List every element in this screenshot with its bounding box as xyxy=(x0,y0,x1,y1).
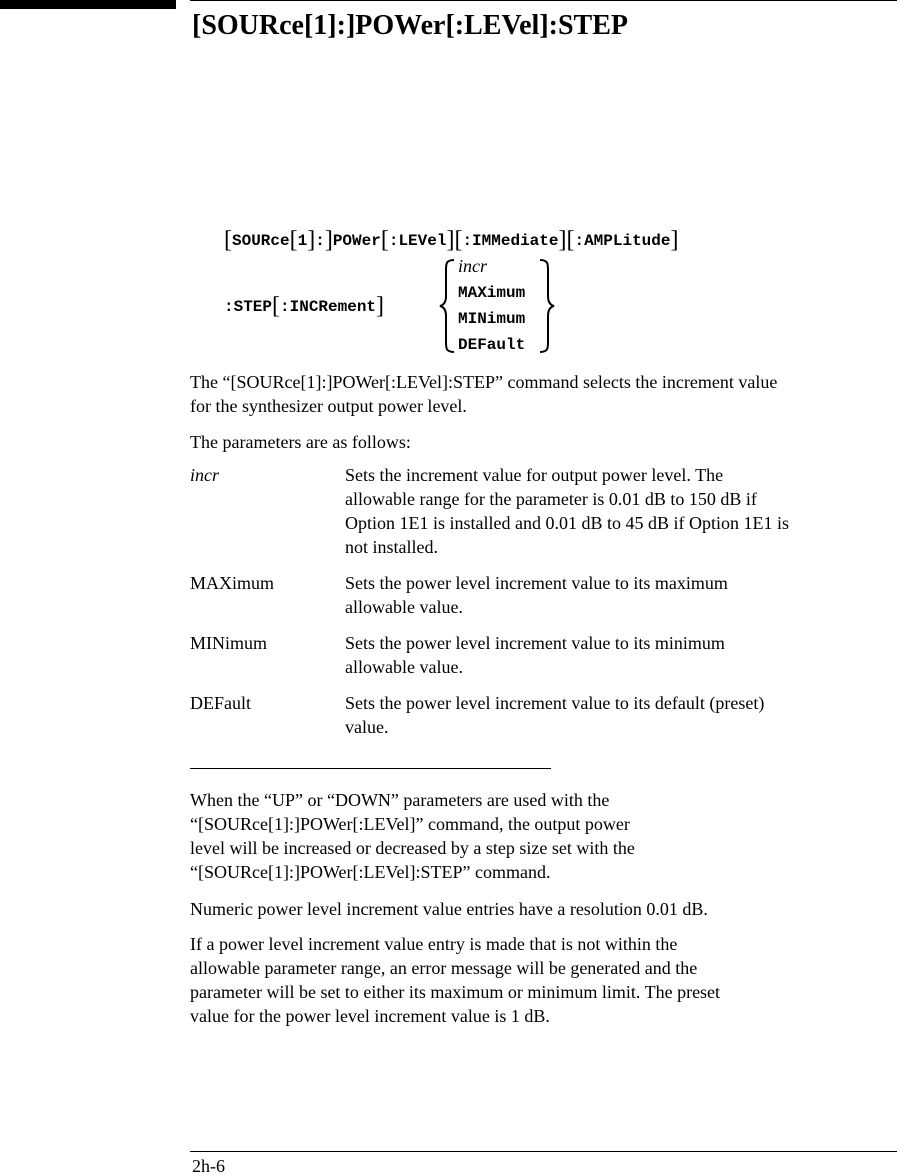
param-def-line: Option 1E1 is installed and 0.01 dB to 45 dB if Option 1E1 is xyxy=(345,513,789,533)
syntax-bracket: ] xyxy=(670,227,679,253)
syntax-option-default: DEFault xyxy=(458,336,526,354)
syntax-keyword: :INCRement xyxy=(280,298,377,316)
param-def-line: not installed. xyxy=(345,537,438,557)
syntax-bracket: ] xyxy=(376,293,385,319)
param-def-line: allowable value. xyxy=(345,597,463,617)
syntax-keyword: :AMPLitude xyxy=(574,232,671,250)
syntax-option-minimum: MINimum xyxy=(458,310,526,328)
param-def-minimum xyxy=(345,631,725,679)
syntax-option-maximum: MAXimum xyxy=(458,284,526,302)
note-line: “[SOURce[1]:]POWer[:LEVel]” command, the output power xyxy=(190,814,630,834)
notes-separator xyxy=(190,768,551,769)
page-title: [SOURce[1]:]POWer[:LEVel]:STEP xyxy=(192,10,628,41)
page-number: 2h-6 xyxy=(192,1156,225,1176)
left-brace-icon xyxy=(438,258,458,354)
note-line: When the “UP” or “DOWN” parameters are used with the xyxy=(190,790,610,810)
footer-rule xyxy=(190,1151,897,1152)
param-def-line: value. xyxy=(345,717,389,737)
syntax-bracket: ] xyxy=(558,227,567,253)
corner-tab-bar xyxy=(0,0,176,9)
syntax-bracket: ] xyxy=(446,227,455,253)
syntax-bracket: [ xyxy=(380,227,389,253)
syntax-line-1 xyxy=(224,228,678,251)
param-term-incr: incr xyxy=(190,465,219,485)
description-line: The “[SOURce[1]:]POWer[:LEVel]:STEP” command selects the increment value xyxy=(190,372,778,392)
header-rule xyxy=(190,0,897,1)
param-def-line: Sets the increment value for output power level. The xyxy=(345,465,724,485)
syntax-bracket: [ xyxy=(289,227,298,253)
param-def-line: allowable range for the parameter is 0.01 dB to 150 dB if xyxy=(345,489,757,509)
command-description xyxy=(190,370,777,418)
syntax-bracket: [ xyxy=(272,293,281,319)
note-resolution xyxy=(190,897,708,921)
syntax-keyword: 1 xyxy=(297,232,308,250)
syntax-option-incr: incr xyxy=(458,256,487,276)
param-term-maximum: MAXimum xyxy=(190,573,275,593)
parameters-intro: The parameters are as follows: xyxy=(190,432,411,452)
note-range-error xyxy=(190,932,720,1028)
syntax-keyword: :STEP xyxy=(224,298,273,316)
syntax-keyword: :LEVel xyxy=(388,232,447,250)
param-term-default: DEFault xyxy=(190,693,251,713)
param-def-line: Sets the power level increment value to its minimum xyxy=(345,633,725,653)
param-def-line: Sets the power level increment value to its maximum xyxy=(345,573,728,593)
note-line: parameter will be set to either its maximum or minimum limit. The preset xyxy=(190,982,721,1002)
syntax-bracket: [ xyxy=(454,227,463,253)
syntax-bracket: [ xyxy=(566,227,575,253)
syntax-bracket: ] xyxy=(324,227,333,253)
note-up-down xyxy=(190,788,635,884)
syntax-line-2 xyxy=(224,294,384,317)
note-line: allowable parameter range, an error message will be generated and the xyxy=(190,958,698,978)
syntax-bracket: ] xyxy=(307,227,316,253)
param-def-default xyxy=(345,691,764,739)
syntax-bracket: [ xyxy=(224,227,232,253)
param-def-line: Sets the power level increment value to its default (preset) xyxy=(345,693,765,713)
note-line: value for the power level increment value is 1 dB. xyxy=(190,1006,550,1026)
right-brace-icon xyxy=(536,258,556,354)
param-def-incr xyxy=(345,463,789,559)
syntax-keyword: SOURce xyxy=(232,232,290,250)
note-line: Numeric power level increment value entries have a resolution 0.01 dB. xyxy=(190,899,708,919)
note-line: If a power level increment value entry is made that is not within the xyxy=(190,934,678,954)
param-def-maximum xyxy=(345,571,728,619)
param-term-minimum: MINimum xyxy=(190,633,268,653)
description-line: for the synthesizer output power level. xyxy=(190,396,467,416)
note-line: level will be increased or decreased by a step size set with the xyxy=(190,838,635,858)
syntax-keyword: :IMMediate xyxy=(462,232,559,250)
note-line: “[SOURce[1]:]POWer[:LEVel]:STEP” command. xyxy=(190,862,551,882)
syntax-keyword: : xyxy=(315,232,325,250)
syntax-keyword: POWer xyxy=(332,232,381,250)
param-def-line: allowable value. xyxy=(345,657,463,677)
